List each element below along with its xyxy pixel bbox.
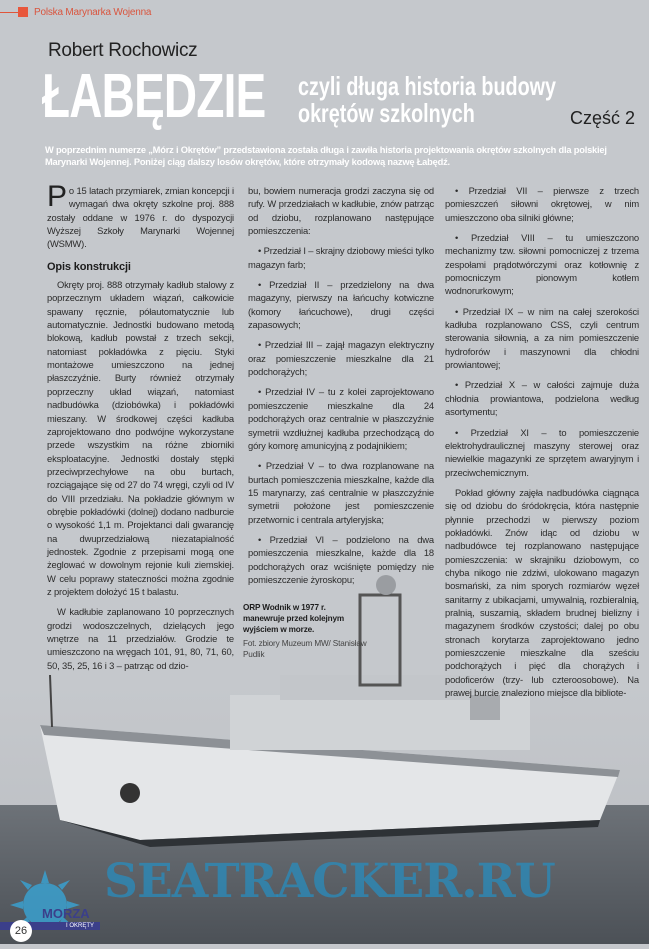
- paragraph: W kadłubie zaplanowano 10 poprzecznych grodzi wodoszczelnych, dzielących jego wnętrze na 11 przedziałów. Grodzie te umieszczono na wręgach 101, 91, 80, 71, 60, 50, 35, 25, 16 i 3 – patrząc od dzio-: [47, 606, 234, 671]
- subtitle-line: okrętów szkolnych: [298, 98, 475, 128]
- section-label: Polska Marynarka Wojenna: [34, 6, 152, 18]
- list-item: • Przedział I – skrajny dziobowy mieści tylko magazyn farb;: [248, 245, 434, 270]
- list-item: • Przedział V – to dwa rozplanowane na burtach pomieszczenia mieszkalne, każde dla 15 marynarzy, zaś centralnie w płaszczyźnie symetrii położone jest pomieszczenie przetwornic i centrala artyleryjska;: [248, 460, 434, 525]
- part-label: Część 2: [570, 108, 636, 128]
- watermark: SEATRACKER.RU: [104, 854, 555, 909]
- list-item: • Przedział XI – to pomieszczenie elektrohydraulicznej maszyny sterowej oraz niewielkie magazynki ze sprzętem awaryjnym i przeciwchemicznym.: [445, 426, 639, 478]
- article-title: ŁABĘDZIE: [42, 62, 266, 131]
- list-item: • Przedział II – przedzielony na dwa magazyny, pierwszy na łańcuchy kotwiczne (komory łańcuchowe), drugi części zapasowych;: [248, 279, 434, 331]
- list-item: • Przedział VI – podzielono na dwa pomieszczenia mieszkalne, każde dla 18 podchorążych oraz wciśnięte pomiędzy nie pomieszczenie żyroskopu;: [248, 533, 434, 585]
- list-item: • Przedział IV – tu z kolei zaprojektowano pomieszczenie mieszkalne dla 24 podchorążych oraz centralnie w płaszczyźnie symetrii wzdłużnej kadłuba przechodzącą do góry komorę amunicyjną z podajnikiem;: [248, 386, 434, 451]
- drop-cap: P: [47, 180, 67, 213]
- magazine-logo-sub: I OKRĘTY: [66, 923, 95, 929]
- subtitle-line: czyli długa historia budowy: [298, 71, 557, 101]
- photo-credit: Fot. zbiory Muzeum MW/ Stanisław Pudlik: [243, 639, 367, 660]
- paragraph: Pokład główny zajęła nadbudówka ciągnąca się od dziobu do śródokręcia, która następnie płynnie przechodzi w pierwszy poziom pokładówki. Znów idąc od dziobu w nadbudówce tej rozplanowano następujące pomieszczenia: w skrajniku dziobowym, co chyba nikogo nie zdziwi, ulokowano magazyn bosmański, za nim sporych rozmiarów węzeł sanitarny z ubikacjami, umywalnią, rozbieralnią, pralnią, suszarnią, składem brudnej bielizny i magazynem środków czystości; dalej po obu stronach korytarza zaprojektowano jedno pomieszczenie mieszkalne dla sześciu podchorążych i pięć dla chorążych i podoficerów (trzy- lub czteroosobowe). Na prawej burcie znaleziono miejsce dla bibliote-: [445, 486, 639, 699]
- list-item: • Przedział VIII – tu umieszczono mechanizmy tzw. siłowni pomocniczej z trzema zespołami prądotwórczymi oraz kotłownię z pomocniczym pionowym kotłem wodnorurkowym;: [445, 232, 639, 297]
- list-item: • Przedział VII – pierwsze z trzech pomieszczeń siłowni okrętowej, w nim umieszczono oba silniki główne;: [445, 185, 639, 223]
- text-column-3: [445, 184, 639, 706]
- list-item: • Przedział III – zajął magazyn elektryczny oraz pomieszczenie mieszkalne dla 21 podchorążych;: [248, 339, 434, 378]
- paragraph: Okręty proj. 888 otrzymały kadłub stalowy z poprzecznym układem wiązań, całkowicie spawany ręcznie, półautomatycznie lub automatycznie. Jednostki budowano metodą blokową, kadłub powstał z trzech sekcji, natomiast pokładówka z pięciu. Styki montażowe umieszczono na jednej płaszczyźnie. Burty również otrzymały poprzeczny układ wiązań, natomiast nadbudówka (dziobówka) i pokładówki mieszany. W środkowej części kadłuba zaprojektowano dno podwójne wykorzystane przede wszystkim na różne zbiorniki eksploatacyjne. Jednostki dostały stępki przeciwprzechyłowe na obu burtach, rozciągające się od 27 do 74 wręgi, czyli od IV do VIII przedziału. Na pokładzie głównym w obrębie pokładówki (dolnej) dodano nadburcie o wysokość 1,1 m. Projektanci dali gwarancję na dwuprzedziałową niezatapialność jednostek. Zgodnie z przepisami mogą one żeglować w dowolnym rejonie kuli ziemskiej. W celu poprawy stateczności można zgodnie z projektem dołożyć 15 t balastu.: [47, 279, 234, 597]
- lead-paragraph: W poprzednim numerze „Mórz i Okrętów” przedstawiona została długa i zawiła historia projektowania okrętów szkolnych dla polskiej Marynarki Wojennej. Poniżej ciąg dalszy losów okrętów, które otrzymały kodową nazwę Łabędź.: [45, 145, 607, 167]
- paragraph: bu, bowiem numeracja grodzi zaczyna się od rufy. W przedziałach w kadłubie, znów patrząc od dziobu, rozplanowano następujące pomieszczenia:: [248, 185, 434, 237]
- list-item: • Przedział X – w całości zajmuje duża chłodnia prowiantowa, podzielona według asortymentu;: [445, 379, 639, 418]
- page-number: 26: [10, 920, 32, 942]
- section-heading: Opis konstrukcji: [47, 260, 131, 273]
- author: Robert Rochowicz: [48, 40, 198, 61]
- section-tag: [0, 5, 151, 19]
- intro-paragraph: o 15 latach przymiarek, zmian koncepcji i wymagań dwa okręty szkolne proj. 888 zostały oddane w 1976 r. do dyspozycji Wyższej Szkoły Marynarki Wojennej (WSMW).: [47, 185, 234, 250]
- list-item: • Przedział IX – w nim na całej szerokości kadłuba rozplanowano CSS, czyli centrum sterowania siłownią, a za nim pomieszczenie hydroforów i maszynowni dla chłodni prowiantowej;: [445, 305, 639, 371]
- text-column-2: [243, 184, 434, 660]
- text-column-1: [47, 180, 234, 679]
- magazine-logo: MORZA: [42, 906, 90, 921]
- article-subtitle: [298, 73, 556, 127]
- caption-title: ORP Wodnik w 1977 r. manewruje przed kolejnym wyjściem w morze.: [243, 603, 345, 635]
- photo-caption: [243, 602, 368, 660]
